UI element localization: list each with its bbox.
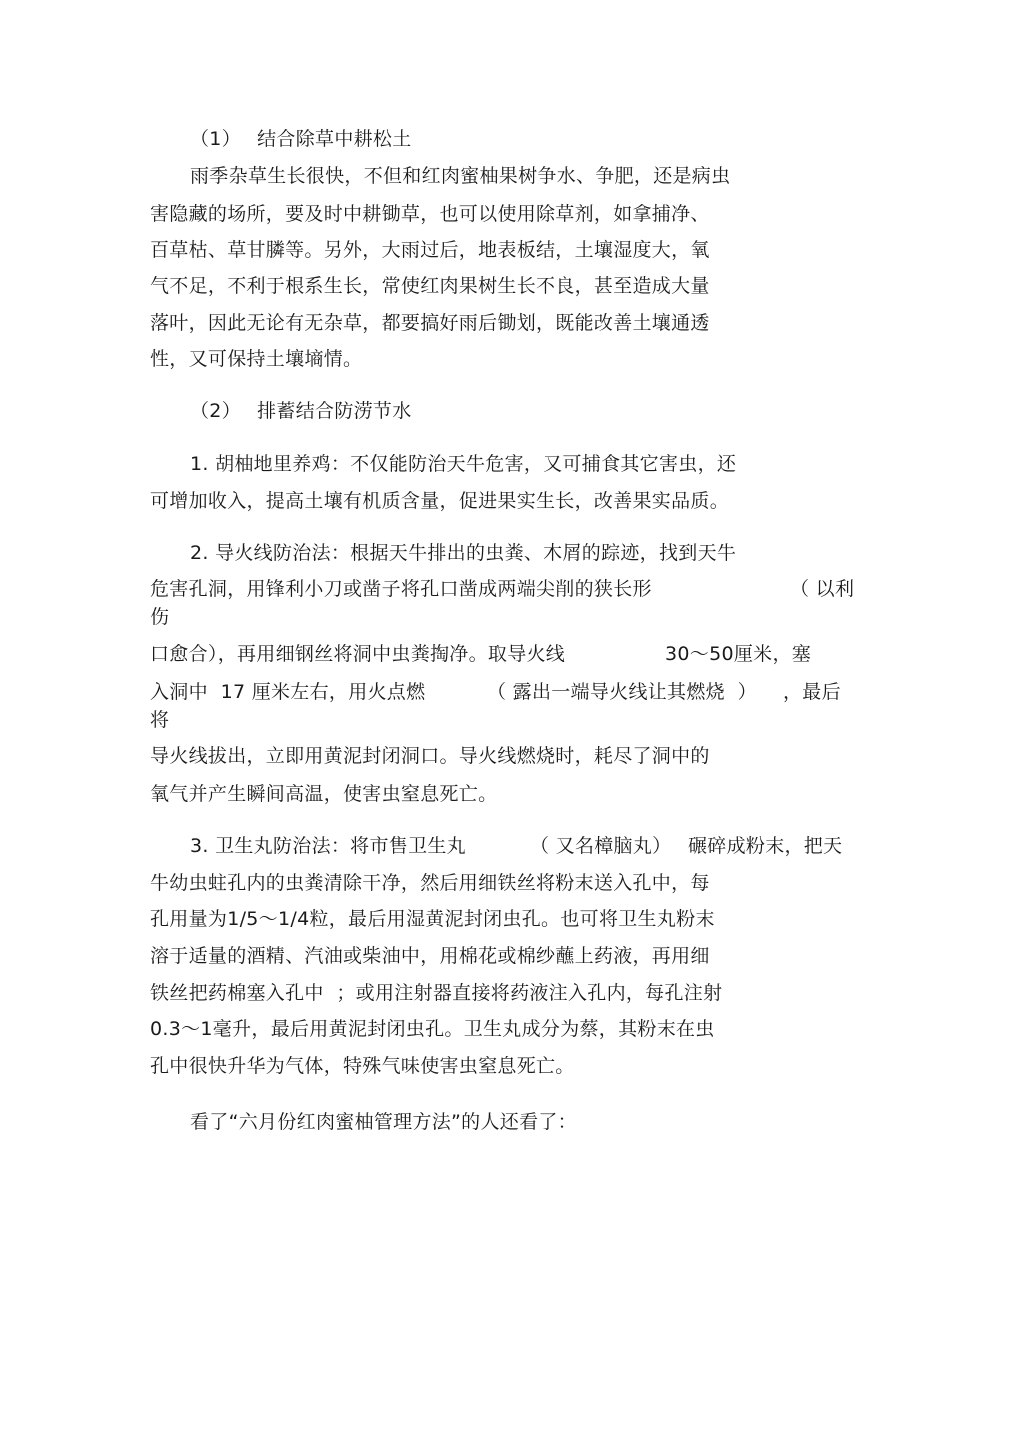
- paragraph-line-fragment: （ 又名樟脑丸）: [530, 835, 672, 857]
- paragraph-line: 孔用量为1/5～1/4粒，最后用湿黄泥封闭虫孔。也可将卫生丸粉末: [150, 908, 715, 930]
- paragraph-line: 危害孔洞，用锋利小刀或凿子将孔口凿成两端尖削的狭长形: [150, 578, 652, 600]
- paragraph-line: 将: [150, 709, 170, 731]
- paragraph-line: 落叶，因此无论有无杂草，都要搞好雨后锄划，既能改善土壤通透: [150, 312, 710, 334]
- paragraph-line-fragment: （ 以利: [790, 578, 855, 600]
- paragraph-line-fragment: 30～50厘米，塞: [665, 643, 812, 665]
- paragraph-line: 牛幼虫蛀孔内的虫粪清除干净，然后用细铁丝将粉末送入孔中，每: [150, 872, 710, 894]
- paragraph-line: 害隐藏的场所，要及时中耕锄草，也可以使用除草剂，如拿捕净、: [150, 203, 710, 225]
- paragraph-line: 百草枯、草甘膦等。另外，大雨过后，地表板结，土壤湿度大，氧: [150, 239, 710, 261]
- paragraph-line: 氧气并产生瞬间高温，使害虫窒息死亡。: [150, 783, 498, 805]
- paragraph-line-fragment: 碾碎成粉末，把天: [688, 835, 843, 857]
- section-heading-1: （1） 结合除草中耕松土: [190, 128, 412, 150]
- paragraph-line: 溶于适量的酒精、汽油或柴油中，用棉花或棉纱蘸上药液，再用细: [150, 945, 710, 967]
- paragraph-line: 可增加收入，提高土壤有机质含量，促进果实生长，改善果实品质。: [150, 490, 730, 512]
- paragraph-line: 0.3～1毫升，最后用黄泥封闭虫孔。卫生丸成分为蔡，其粉末在虫: [150, 1018, 715, 1040]
- section-heading-2: （2） 排蓄结合防涝节水: [190, 400, 412, 422]
- paragraph-line: 3. 卫生丸防治法：将市售卫生丸: [190, 835, 466, 857]
- paragraph-line: 2. 导火线防治法：根据天牛排出的虫粪、木屑的踪迹，找到天牛: [190, 542, 737, 564]
- paragraph-line: 孔中很快升华为气体，特殊气味使害虫窒息死亡。: [150, 1055, 575, 1077]
- paragraph-line: 1. 胡柚地里养鸡：不仅能防治天牛危害，又可捕食其它害虫，还: [190, 453, 737, 475]
- paragraph-line-fragment: （ 露出一端导火线让其燃烧 ）: [487, 681, 757, 703]
- paragraph-line: 口愈合），再用细钢丝将洞中虫粪掏净。取导火线: [150, 643, 566, 665]
- paragraph-line: 铁丝把药棉塞入孔中 ；或用注射器直接将药液注入孔内，每孔注射: [150, 982, 723, 1004]
- paragraph-line: 入洞中 17 厘米左右，用火点燃: [150, 681, 426, 703]
- paragraph-line: 气不足，不利于根系生长，常使红肉果树生长不良，甚至造成大量: [150, 275, 710, 297]
- closing-line: 看了“六月份红肉蜜柚管理方法”的人还看了：: [190, 1111, 577, 1133]
- paragraph-line: 伤: [150, 606, 170, 628]
- paragraph-line: 性，又可保持土壤墒情。: [150, 348, 363, 370]
- paragraph-line: 导火线拔出，立即用黄泥封闭洞口。导火线燃烧时，耗尽了洞中的: [150, 745, 710, 767]
- paragraph-line: 雨季杂草生长很快，不但和红肉蜜柚果树争水、争肥，还是病虫: [190, 165, 731, 187]
- paragraph-line-fragment: ，最后: [783, 681, 841, 703]
